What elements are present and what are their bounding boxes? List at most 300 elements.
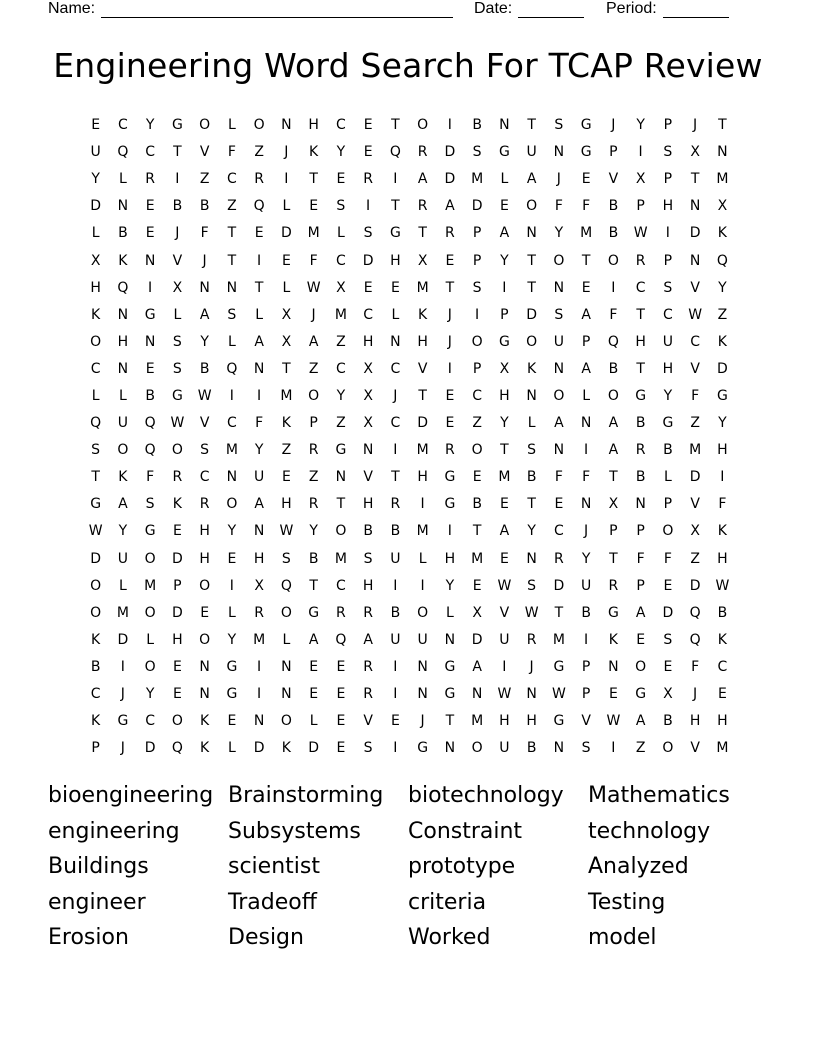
grid-cell[interactable]: H [199,550,210,567]
grid-cell[interactable]: R [254,171,264,188]
grid-cell[interactable]: B [90,658,101,675]
grid-cell[interactable]: Y [200,333,209,350]
grid-cell[interactable]: L [336,225,345,242]
grid-cell[interactable]: D [417,415,429,432]
grid-cell[interactable]: Z [690,415,700,432]
grid-cell[interactable]: L [255,306,264,323]
grid-cell[interactable]: I [148,279,153,296]
grid-cell[interactable]: J [284,144,289,161]
grid-cell[interactable]: L [282,279,291,296]
grid-cell[interactable]: O [90,604,102,621]
grid-cell[interactable]: F [554,198,563,215]
grid-cell[interactable]: K [91,631,101,648]
grid-cell[interactable]: O [471,740,483,757]
grid-cell[interactable]: T [527,496,536,513]
grid-cell[interactable]: D [689,577,701,594]
grid-cell[interactable]: T [227,252,237,269]
grid-cell[interactable]: X [663,686,673,703]
grid-cell[interactable]: H [362,333,374,350]
grid-cell[interactable]: H [90,279,101,296]
grid-cell[interactable]: G [553,713,565,730]
grid-cell[interactable]: H [499,387,510,404]
grid-cell[interactable]: A [308,333,319,350]
grid-cell[interactable]: O [144,604,156,621]
grid-cell[interactable]: P [472,225,482,242]
grid-cell[interactable]: D [662,604,674,621]
grid-cell[interactable]: O [171,442,183,459]
grid-cell[interactable]: K [118,252,128,269]
grid-cell[interactable]: R [363,686,373,703]
grid-cell[interactable]: G [444,686,456,703]
grid-cell[interactable]: R [554,550,564,567]
grid-cell[interactable]: Z [254,144,264,161]
grid-cell[interactable]: L [227,333,236,350]
grid-cell[interactable]: D [689,469,701,486]
grid-cell[interactable]: V [199,415,210,432]
grid-cell[interactable]: G [498,333,510,350]
grid-cell[interactable]: G [389,225,401,242]
grid-cell[interactable]: F [146,469,155,486]
grid-cell[interactable]: B [635,469,646,486]
grid-cell[interactable]: W [170,415,185,432]
grid-cell[interactable]: C [226,171,237,188]
grid-cell[interactable]: Y [663,387,673,404]
grid-cell[interactable]: O [280,713,292,730]
grid-cell[interactable]: G [662,415,674,432]
grid-cell[interactable]: S [554,117,564,134]
grid-cell[interactable]: A [199,306,210,323]
grid-cell[interactable]: T [581,252,591,269]
grid-cell[interactable]: Z [690,550,700,567]
grid-cell[interactable]: G [335,442,347,459]
grid-cell[interactable]: V [690,279,700,296]
grid-cell[interactable]: N [553,144,565,161]
grid-cell[interactable]: O [199,117,211,134]
grid-cell[interactable]: I [257,387,262,404]
grid-cell[interactable]: X [608,496,619,513]
grid-cell[interactable]: D [308,740,320,757]
grid-cell[interactable]: D [553,577,565,594]
grid-cell[interactable]: N [226,279,238,296]
grid-cell[interactable]: A [526,171,537,188]
grid-cell[interactable]: B [663,442,673,459]
grid-cell[interactable]: T [445,713,455,730]
grid-cell[interactable]: E [581,171,591,188]
grid-cell[interactable]: E [554,496,564,513]
grid-cell[interactable]: V [363,469,373,486]
grid-cell[interactable]: I [257,658,262,675]
grid-cell[interactable]: L [146,631,155,648]
grid-cell[interactable]: K [200,740,210,757]
grid-cell[interactable]: I [366,198,371,215]
grid-cell[interactable]: L [500,171,509,188]
grid-cell[interactable]: S [472,279,482,296]
grid-cell[interactable]: M [498,469,511,486]
grid-cell[interactable]: T [91,469,100,486]
grid-cell[interactable]: L [309,713,318,730]
grid-cell[interactable]: H [308,117,319,134]
grid-cell[interactable]: Q [171,740,183,757]
grid-cell[interactable]: O [607,252,619,269]
grid-cell[interactable]: R [445,442,455,459]
grid-cell[interactable]: I [584,631,589,648]
grid-cell[interactable]: C [335,117,346,134]
grid-cell[interactable]: V [608,171,619,188]
grid-cell[interactable]: T [472,523,482,540]
grid-cell[interactable]: I [120,658,125,675]
grid-cell[interactable]: I [447,523,452,540]
grid-cell[interactable]: L [227,604,236,621]
grid-cell[interactable]: F [691,658,700,675]
grid-cell[interactable]: D [444,144,456,161]
grid-cell[interactable]: C [145,713,156,730]
grid-cell[interactable]: T [173,144,182,161]
grid-cell[interactable]: Q [144,442,156,459]
grid-cell[interactable]: N [226,469,238,486]
grid-cell[interactable]: M [471,171,484,188]
grid-cell[interactable]: A [308,631,319,648]
grid-cell[interactable]: H [172,631,183,648]
grid-cell[interactable]: Z [308,360,319,377]
grid-cell[interactable]: N [444,740,456,757]
grid-cell[interactable]: D [471,631,483,648]
grid-cell[interactable]: E [445,387,455,404]
grid-cell[interactable]: Y [254,442,264,459]
grid-cell[interactable]: E [172,686,182,703]
grid-cell[interactable]: R [254,604,264,621]
grid-cell[interactable]: U [581,577,592,594]
grid-cell[interactable]: D [171,604,183,621]
grid-cell[interactable]: L [118,171,127,188]
grid-cell[interactable]: I [257,686,262,703]
grid-cell[interactable]: J [556,171,561,188]
grid-cell[interactable]: Q [689,631,701,648]
grid-cell[interactable]: X [717,198,728,215]
grid-cell[interactable]: U [90,144,101,161]
grid-cell[interactable]: C [390,360,401,377]
grid-cell[interactable]: L [582,387,591,404]
grid-cell[interactable]: E [145,360,155,377]
grid-cell[interactable]: A [363,631,373,648]
grid-cell[interactable]: O [199,631,211,648]
grid-cell[interactable]: Q [689,604,701,621]
grid-cell[interactable]: F [200,225,209,242]
grid-cell[interactable]: H [417,469,428,486]
grid-cell[interactable]: O [553,387,565,404]
grid-cell[interactable]: M [144,577,157,594]
grid-cell[interactable]: C [717,658,728,675]
grid-cell[interactable]: L [527,415,536,432]
grid-cell[interactable]: L [227,117,236,134]
grid-cell[interactable]: E [499,550,509,567]
grid-cell[interactable]: I [720,469,725,486]
grid-cell[interactable]: T [636,306,645,323]
grid-cell[interactable]: M [334,306,347,323]
grid-cell[interactable]: Y [718,415,727,432]
grid-cell[interactable]: Q [389,144,401,161]
grid-cell[interactable]: C [390,415,401,432]
grid-cell[interactable]: D [444,171,456,188]
grid-cell[interactable]: J [693,686,698,703]
grid-cell[interactable]: I [502,279,507,296]
grid-cell[interactable]: O [90,333,102,350]
grid-cell[interactable]: N [553,442,565,459]
grid-cell[interactable]: D [280,225,292,242]
grid-cell[interactable]: E [581,279,591,296]
grid-cell[interactable]: R [635,442,646,459]
grid-cell[interactable]: B [526,740,537,757]
grid-cell[interactable]: D [90,198,102,215]
grid-cell[interactable]: N [526,686,537,703]
grid-cell[interactable]: A [635,713,646,730]
grid-cell[interactable]: W [524,604,539,621]
grid-cell[interactable]: M [580,225,593,242]
grid-cell[interactable]: U [499,631,510,648]
grid-cell[interactable]: C [690,333,701,350]
period-field[interactable] [606,0,729,18]
grid-cell[interactable]: M [416,523,429,540]
grid-cell[interactable]: M [552,631,565,648]
grid-cell[interactable]: T [391,117,400,134]
grid-cell[interactable]: T [391,198,400,215]
grid-cell[interactable]: J [120,740,125,757]
grid-cell[interactable]: H [689,713,701,730]
grid-cell[interactable]: D [171,550,183,567]
grid-cell[interactable]: C [363,306,374,323]
grid-cell[interactable]: Y [527,523,536,540]
grid-cell[interactable]: P [636,198,645,215]
grid-cell[interactable]: B [635,415,646,432]
grid-cell[interactable]: N [253,360,265,377]
grid-cell[interactable]: D [117,631,129,648]
grid-cell[interactable]: A [445,198,455,215]
grid-cell[interactable]: B [663,713,673,730]
grid-cell[interactable]: I [475,306,480,323]
grid-cell[interactable]: G [444,469,456,486]
grid-cell[interactable]: Y [145,117,155,134]
grid-cell[interactable]: E [145,198,155,215]
grid-cell[interactable]: C [199,469,210,486]
grid-cell[interactable]: X [363,415,373,432]
grid-cell[interactable]: K [717,333,727,350]
grid-cell[interactable]: G [308,604,320,621]
grid-cell[interactable]: X [417,252,428,269]
grid-cell[interactable]: X [281,306,292,323]
grid-cell[interactable]: Q [607,333,619,350]
grid-cell[interactable]: Z [635,740,646,757]
grid-cell[interactable]: D [90,550,102,567]
grid-cell[interactable]: A [254,333,264,350]
grid-cell[interactable]: L [391,306,400,323]
grid-cell[interactable]: E [717,686,727,703]
grid-cell[interactable]: J [393,387,398,404]
grid-cell[interactable]: N [144,252,156,269]
grid-cell[interactable]: N [335,469,347,486]
grid-cell[interactable]: S [363,550,373,567]
grid-cell[interactable]: J [447,306,452,323]
grid-cell[interactable]: O [144,658,156,675]
grid-cell[interactable]: E [363,279,373,296]
grid-cell[interactable]: I [393,658,398,675]
grid-cell[interactable]: S [91,442,101,459]
grid-cell[interactable]: L [91,387,100,404]
grid-cell[interactable]: P [663,496,673,513]
grid-cell[interactable]: G [498,144,510,161]
grid-cell[interactable]: M [689,442,702,459]
grid-cell[interactable]: O [471,442,483,459]
grid-cell[interactable]: G [144,306,156,323]
grid-cell[interactable]: T [554,604,564,621]
grid-cell[interactable]: N [117,306,129,323]
grid-cell[interactable]: O [662,740,674,757]
grid-cell[interactable]: G [580,144,592,161]
grid-cell[interactable]: J [175,225,180,242]
grid-cell[interactable]: Z [336,333,346,350]
grid-cell[interactable]: J [120,686,125,703]
grid-cell[interactable]: H [717,550,728,567]
grid-cell[interactable]: C [226,415,237,432]
grid-cell[interactable]: J [202,252,207,269]
grid-cell[interactable]: N [417,658,428,675]
grid-cell[interactable]: V [690,496,700,513]
grid-cell[interactable]: H [499,713,510,730]
grid-cell[interactable]: X [254,577,264,594]
grid-cell[interactable]: T [690,171,700,188]
grid-cell[interactable]: S [172,360,182,377]
grid-cell[interactable]: P [609,523,618,540]
grid-cell[interactable]: I [257,252,262,269]
grid-cell[interactable]: R [417,198,428,215]
grid-cell[interactable]: A [118,496,128,513]
grid-cell[interactable]: W [497,577,512,594]
grid-cell[interactable]: Y [554,225,564,242]
grid-cell[interactable]: X [336,279,346,296]
grid-cell[interactable]: G [635,387,647,404]
grid-cell[interactable]: B [199,360,210,377]
grid-cell[interactable]: E [336,658,346,675]
grid-cell[interactable]: B [363,523,373,540]
grid-cell[interactable]: O [335,523,347,540]
grid-cell[interactable]: T [227,225,237,242]
grid-cell[interactable]: N [117,198,129,215]
grid-cell[interactable]: K [91,306,101,323]
grid-cell[interactable]: G [553,658,565,675]
grid-cell[interactable]: A [472,658,482,675]
grid-cell[interactable]: I [393,442,398,459]
grid-cell[interactable]: T [636,360,645,377]
grid-cell[interactable]: H [717,713,728,730]
grid-cell[interactable]: S [172,333,182,350]
grid-cell[interactable]: K [717,631,727,648]
grid-cell[interactable]: I [393,686,398,703]
grid-cell[interactable]: I [611,740,616,757]
grid-cell[interactable]: G [417,740,429,757]
name-blank[interactable] [101,3,453,18]
grid-cell[interactable]: Y [91,171,100,188]
grid-cell[interactable]: N [553,279,565,296]
grid-cell[interactable]: G [444,658,456,675]
grid-cell[interactable]: C [472,387,483,404]
grid-cell[interactable]: R [417,144,428,161]
grid-cell[interactable]: G [226,686,238,703]
grid-cell[interactable]: X [499,360,510,377]
grid-cell[interactable]: P [609,144,618,161]
grid-cell[interactable]: W [88,523,103,540]
grid-cell[interactable]: R [363,658,373,675]
grid-cell[interactable]: E [336,713,346,730]
grid-cell[interactable]: U [499,740,510,757]
grid-cell[interactable]: C [553,523,564,540]
grid-cell[interactable]: F [227,144,236,161]
grid-cell[interactable]: E [663,577,673,594]
grid-cell[interactable]: T [309,171,318,188]
grid-cell[interactable]: E [172,658,182,675]
grid-cell[interactable]: Y [227,631,237,648]
grid-cell[interactable]: N [253,713,265,730]
grid-cell[interactable]: Y [500,415,509,432]
grid-cell[interactable]: I [420,577,425,594]
grid-cell[interactable]: E [281,252,291,269]
grid-cell[interactable]: A [581,360,591,377]
grid-cell[interactable]: P [663,171,673,188]
grid-cell[interactable]: B [717,604,728,621]
grid-cell[interactable]: K [172,496,182,513]
grid-cell[interactable]: I [502,658,507,675]
grid-cell[interactable]: W [688,306,703,323]
grid-cell[interactable]: J [611,117,616,134]
grid-cell[interactable]: S [363,740,373,757]
grid-cell[interactable]: E [145,225,155,242]
grid-cell[interactable]: A [254,496,264,513]
grid-cell[interactable]: P [581,686,591,703]
grid-cell[interactable]: X [690,144,700,161]
grid-cell[interactable]: V [172,252,183,269]
grid-cell[interactable]: P [472,360,482,377]
grid-cell[interactable]: G [171,117,183,134]
grid-cell[interactable]: M [253,631,266,648]
grid-cell[interactable]: M [416,279,429,296]
grid-cell[interactable]: N [444,631,456,648]
grid-cell[interactable]: P [636,577,645,594]
grid-cell[interactable]: H [362,496,374,513]
grid-cell[interactable]: Z [281,442,292,459]
grid-cell[interactable]: S [527,577,537,594]
grid-cell[interactable]: Y [145,686,155,703]
grid-cell[interactable]: Y [336,387,346,404]
grid-cell[interactable]: B [199,198,210,215]
grid-cell[interactable]: E [445,415,455,432]
grid-cell[interactable]: X [635,171,646,188]
grid-cell[interactable]: C [145,144,156,161]
grid-cell[interactable]: D [689,225,701,242]
grid-cell[interactable]: H [362,577,374,594]
grid-cell[interactable]: E [336,171,346,188]
grid-cell[interactable]: K [527,360,537,377]
grid-cell[interactable]: C [662,306,673,323]
grid-cell[interactable]: I [393,171,398,188]
grid-cell[interactable]: N [199,279,210,296]
grid-cell[interactable]: R [172,469,183,486]
grid-cell[interactable]: J [311,306,316,323]
grid-cell[interactable]: J [447,333,452,350]
grid-cell[interactable]: M [471,550,484,567]
grid-cell[interactable]: Q [226,360,238,377]
grid-cell[interactable]: E [91,117,101,134]
grid-cell[interactable]: Z [199,171,210,188]
grid-cell[interactable]: G [580,117,592,134]
grid-cell[interactable]: C [90,360,101,377]
grid-cell[interactable]: R [526,631,537,648]
